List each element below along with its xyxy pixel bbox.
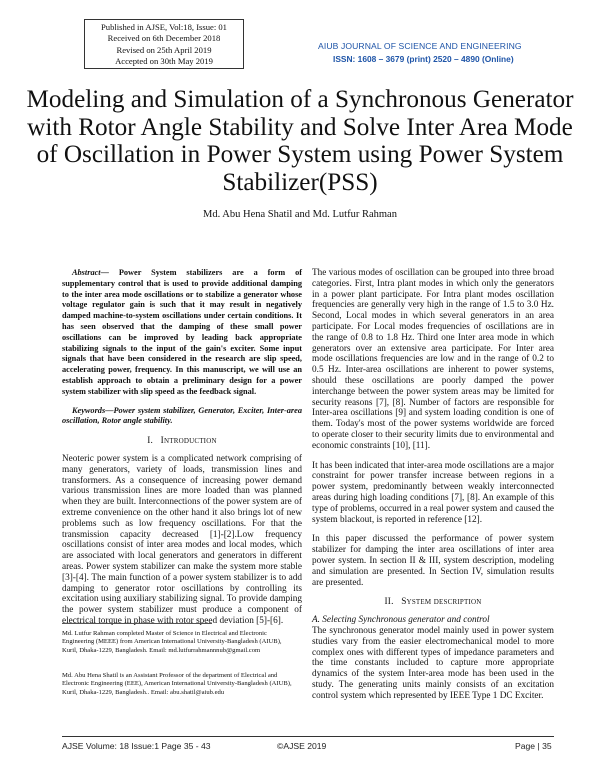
section-number: II. (384, 597, 394, 608)
footer-divider (62, 736, 554, 737)
subsection-heading: A. Selecting Synchronous generator and control (312, 615, 490, 626)
body-paragraph-modes: The various modes of oscillation can be grouped into three broad categories. First, Intra plant modes in which only the generators in a power plant participate. For Intra plant modes oscillation frequencies are generally very high in the range of 1.5 to 3.0 Hz. Second, Local modes in which several generators in an area participate. For Local modes frequencies of oscillations are in the range of 0.8 to 1.8 Hz. Third one Inter area mode in which generators over an extensive area participate. For Inter area mode oscillations frequencies are low and in the range of 0.2 to 0.5 Hz. Inter-area oscillations are inherent to power systems, should these oscillations are poorly damped the power interchange between the power system areas may be limited for security reasons [7], [8]. Number of factors are responsible for Inter-area oscillations [9] and system loading condition is one of them. Today's most of the power systems worldwide are forced to operate closer to their security limits due to environmental and economic constraints [10], [11]. (312, 268, 554, 451)
keywords: Keywords—Power system stabilizer, Generator, Exciter, Inter-area oscillation, Rotor angle stability. (62, 405, 302, 426)
footer-copyright: ©AJSE 2019 (277, 741, 327, 751)
left-column (62, 268, 302, 627)
published-line: Published in AJSE, Vol:18, Issue: 01 (101, 22, 227, 32)
footnote-author-shatil: Md. Abu Hena Shatil is an Assistant Professor of the department of Electrical and Electronic Engineering (EEE), American International University-Bangladesh (AIUB), Kuril, Dhaka-1229, Bangladesh.. Email: abu.shatil@aiub.edu (62, 672, 292, 696)
footer-volume: AJSE Volume: 18 Issue:1 Page 35 - 43 (62, 741, 211, 751)
paper-title: Modeling and Simulation of a Synchronous Generator with Rotor Angle Stability and Solve Inter Area Mode of Oscillation in Power System using Power System Stabilizer(PSS) (26, 86, 574, 196)
footnote-divider (62, 623, 212, 624)
abstract-label: Abstract— (72, 268, 109, 277)
section-heading-system (312, 597, 554, 608)
section-title: Introduction (160, 436, 217, 447)
body-paragraph-overview: In this paper discussed the performance of power system stabilizer for damping the inter area oscillations of inter area power system. In section II & III, system description, modeling and simulation are presented. In Section IV, simulation results are presented. (312, 534, 554, 588)
journal-name: AIUB JOURNAL OF SCIENCE AND ENGINEERING (318, 41, 522, 51)
received-line: Received on 6th December 2018 (107, 33, 221, 44)
footnote-author-rahman: Md. Lutfur Rahman completed Master of Science in Electrical and Electronic Engineering (MEEE) from American International University-Bangladesh (AIUB), Kuril, Dhaka-1229, Bangladesh. Email: md.lutfurrahmannnub@gmail.com (62, 630, 282, 654)
journal-issn: ISSN: 1608 – 3679 (print) 2520 – 4890 (Online) (333, 54, 514, 64)
revised-line: Revised on 25th April 2019 (116, 44, 212, 55)
abstract (62, 268, 302, 398)
section-number: I. (147, 436, 154, 447)
footer-page-number: Page | 35 (515, 741, 552, 751)
section-heading-introduction (62, 436, 302, 447)
intro-paragraph: Neoteric power system is a complicated network comprising of many generators, variety of loads, transmission lines and transformers. As a consequence of increasing power demand various transmission lines are more loaded than was planned when they are built. Interconnections of the power system are of extreme convenience on the other hand it also brings lot of new problems such as low frequency oscillations. For that the transmission capacity decreased [1]-[2].Low frequency oscillations consist of inter area modes and local modes, which are associated with local generators and generators in different areas. Power system stabilizer can make the system more stable [3]-[4]. The main function of a power system stabilizer is to add damping to generator rotor oscillations by controlling its excitation using auxiliary stabilizing signal. To provide damping the power system stabilizer must produce a component of electrical torque in phase with rotor speed deviation [5]-[6]. (62, 453, 302, 626)
abstract-text: Power System stabilizers are a form of supplementary control that is used to provide additional damping to the inter area mode oscillations or to stabilize a generator whose voltage regulator gain is such that it may result in negatively damped machine-to-system oscillations under certain conditions. It has seen observed that the damping of these small power oscillations can be improved by leading back appropriate stabilizing signals to the input of the gain's exciter. Some input signals that have been considered in the research are slip speed, accelerating power, frequency. In this manuscript, we will use an establish approach to obtain a preliminary design for a power system stabilizer with slip speed as the feedback signal. (62, 268, 302, 396)
accepted-line: Accepted on 30th May 2019 (115, 55, 213, 66)
body-paragraph-constraints: It has been indicated that inter-area mode oscillations are a major constraint for power transfer increase between regions in a power system, predominantly between weakly interconnected areas during high loading conditions [7], [8]. An example of this type of problems, occurred in a real power system and caused the system blackout, is reported in reference [12]. (312, 460, 554, 525)
paper-authors: Md. Abu Hena Shatil and Md. Lutfur Rahman (203, 209, 397, 220)
body-paragraph-generator: The synchronous generator model mainly used in power system studies vary from the easier electromechanical model to more complex ones with different types of impedance parameters and the time constants included to capture more appropriate dynamics of the system Inter-area mode has been used in the study. The generating units mainly consists of an excitation control system which represented by IEEE Type 1 DC Exciter. (312, 625, 554, 701)
right-column (312, 268, 554, 701)
section-title: System description (401, 597, 482, 608)
publication-info-box (84, 19, 244, 69)
